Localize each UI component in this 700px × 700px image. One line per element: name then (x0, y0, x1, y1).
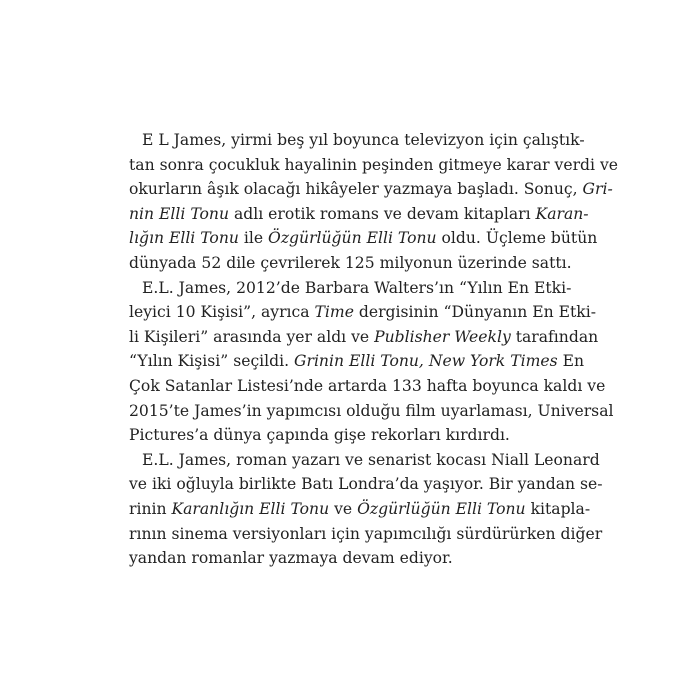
text-line (129, 522, 603, 547)
italic-title-text: Karan- (535, 204, 589, 223)
text-line (129, 374, 606, 399)
text-segment: kitapla- (525, 499, 591, 518)
italic-title-text: Time (314, 303, 354, 322)
text-segment: 2015’te James’in yapımcısı olduğu film uyarlaması, Universal (129, 401, 614, 420)
text-segment: dergisinin “Dünyanın En Etki- (353, 303, 596, 322)
text-line (129, 202, 589, 227)
text-line (129, 472, 603, 497)
text-line (129, 325, 599, 350)
text-line (129, 128, 585, 153)
text-line (129, 177, 613, 202)
text-line (129, 251, 572, 276)
text-segment: leyici 10 Kişisi”, ayrıca (129, 303, 315, 322)
text-line (129, 546, 565, 571)
italic-title-text: Özgürlüğün Elli Tonu (268, 229, 437, 248)
text-segment: “Yılın Kişisi” seçildi. (129, 352, 295, 371)
text-segment: okurların âşık olacağı hikâyeler yazmaya başladı. Sonuç, (129, 180, 583, 199)
text-segment: ve iki oğluyla birlikte Batı Londra’da yaşıyor. Bir yandan se- (129, 475, 603, 494)
text-segment: E.L. James, roman yazarı ve senarist kocası Niall Leonard (142, 450, 600, 469)
text-line (129, 399, 614, 424)
text-segment: ile (238, 229, 269, 248)
text-line (129, 226, 598, 251)
italic-title-text: nin Elli Tonu (129, 204, 229, 223)
italic-title-text: Grinin Elli Tonu, New York Times (294, 352, 558, 371)
text-segment: yandan romanlar yazmaya devam ediyor. (129, 549, 453, 568)
text-line (129, 300, 596, 325)
text-line (129, 349, 584, 374)
author-bio-text (129, 128, 619, 571)
text-line (129, 153, 619, 178)
text-line (129, 276, 572, 301)
text-segment: E.L. James, 2012’de Barbara Walters’ın “Yılın En Etki- (142, 278, 572, 297)
text-segment: rının sinema versiyonları için yapımcılığı sürdürürken diğer (129, 524, 603, 543)
italic-title-text: Karanlığın Elli Tonu (171, 499, 330, 518)
text-segment: oldu. Üçleme bütün (436, 229, 598, 248)
italic-title-text: Publisher Weekly (374, 327, 511, 346)
text-line (129, 448, 600, 473)
text-segment: Pictures’a dünya çapında gişe rekorları kırdırdı. (129, 426, 510, 445)
text-segment: adlı erotik romans ve devam kitapları (229, 204, 536, 223)
text-segment: dünyada 52 dile çevrilerek 125 milyonun üzerinde sattı. (129, 253, 572, 272)
italic-title-text: Özgürlüğün Elli Tonu (357, 499, 526, 518)
text-segment: En (557, 352, 584, 371)
text-segment: E L James, yirmi beş yıl boyunca televizyon için çalıştık- (142, 131, 585, 149)
italic-title-text: lığın Elli Tonu (129, 229, 239, 248)
text-segment: ve (329, 499, 358, 518)
text-segment: Çok Satanlar Listesi’nde artarda 133 hafta boyunca kaldı ve (129, 376, 606, 395)
text-line (129, 423, 565, 448)
text-segment: li Kişileri” arasında yer aldı ve (129, 327, 375, 346)
text-line (129, 497, 591, 522)
italic-title-text: Gri- (582, 180, 613, 199)
text-segment: tarafından (510, 327, 599, 346)
text-segment: tan sonra çocukluk hayalinin peşinden gitmeye karar verdi ve (129, 155, 619, 174)
text-segment: rinin (129, 499, 172, 518)
